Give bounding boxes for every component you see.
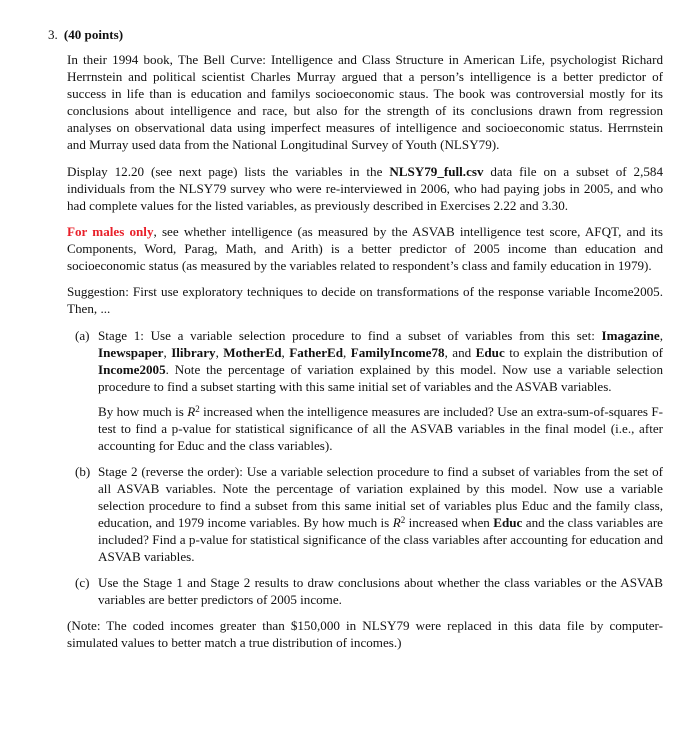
r-squared-exponent: 2 xyxy=(400,515,406,525)
part-a xyxy=(67,327,663,454)
males-only-paragraph: For males only, see whether intelligence (as measured by the ASVAB intelligence test score, AFQT, and its Components, Word, Parag, Math, and Arith) is a better predictor of 2005 income than education and socioeconomic status (as measured by the variables related to respondent’s class and family education in 1979). xyxy=(67,224,663,273)
display-paragraph: Display 12.20 (see next page) lists the variables in the NLSY79_full.csv data file on a subset of 2,584 individuals from the NLSY79 survey who were re-interviewed in 2006, who had paying jobs in 2005, and who had complete values for the listed variables, as previously described in Exercises 2.22 and 3.30. xyxy=(67,164,664,213)
problem-number: 3. xyxy=(48,27,58,42)
data-file-name: NLSY79_full.csv xyxy=(389,164,484,179)
part-a-marker: (a) xyxy=(75,328,90,343)
var-income2005: Income2005 xyxy=(98,362,166,377)
suggestion-paragraph: Suggestion: First use exploratory techniques to decide on transformations of the response variable Income2005. Then, ... xyxy=(67,284,663,316)
part-b-marker: (b) xyxy=(75,464,91,479)
var-imagazine: Imagazine xyxy=(601,328,660,343)
var-inewspaper: Inewspaper xyxy=(98,345,164,360)
var-educ: Educ xyxy=(493,515,523,530)
part-c xyxy=(67,574,663,608)
males-only-highlight: For males only xyxy=(67,224,154,239)
intro-paragraph: In their 1994 book, The Bell Curve: Intelligence and Class Structure in American Life, psychologist Richard Herrnstein and political scientist Charles Murray argued that a person’s intelligence is a better predictor of success in life than is education and familys socioeconomic staus. The book was controversial mostly for its conclusions about intelligence and race, but also for the strength of its conclusions drawn from regression analyses on observational data using imperfect measures of intelligence and socioeconomic status. Herrnstein and Murray used data from the National Longitudinal Survey of Youth (NLSY79). xyxy=(67,52,663,152)
var-fathered: FatherEd xyxy=(289,345,344,360)
part-c-marker: (c) xyxy=(75,575,90,590)
part-a-stage1: Stage 1: Use a variable selection procedure to find a subset of variables from this set: Imagazine, Inewspaper, Ilibrary, MotherEd, FatherEd, FamilyIncome78, and Educ to explain the distribution of Income2005. Note the percentage of variation explained by this model. Now use a variable selection procedure to find a subset starting with this same initial set of variables and the ASVAB variables. xyxy=(98,328,663,394)
var-familyincome78: FamilyIncome78 xyxy=(350,345,445,360)
part-b-stage2: Stage 2 (reverse the order): Use a variable selection procedure to find a subset of variables from the set of all ASVAB variables. Note the percentage of variation explained by this model. Now use a variable selection procedure to find a subset from this same initial set of variables plus Educ and the family class, education, and 1979 income variables. By how much is $R^2$ increased when Educ and the class variables are included? Find a p-value for statistical significance of the class variables after accounting for education and ASVAB variables. xyxy=(98,464,663,564)
r-squared-exponent: 2 xyxy=(195,404,200,414)
note-paragraph: (Note: The coded incomes greater than $150,000 in NLSY79 were replaced in this data file by computer-simulated values to better match a true distribution of incomes.) xyxy=(67,618,663,650)
var-ilibrary: Ilibrary xyxy=(171,345,216,360)
r-symbol: R xyxy=(392,515,401,530)
part-b xyxy=(67,463,663,565)
problem-heading xyxy=(48,26,123,43)
question-parts xyxy=(67,327,663,608)
part-a-question: By how much is $R^2$ increased when the intelligence measures are included? Use an extra-sum-of-squares F-test to find a p-value for statistical significance of all the ASVAB variables in the final model (i.e., after accounting for Educ and the class variables). xyxy=(98,404,664,453)
problem-body xyxy=(67,51,663,661)
r-symbol: R xyxy=(187,404,196,419)
var-mothered: MotherEd xyxy=(223,345,282,360)
problem-points: (40 points) xyxy=(63,27,124,42)
var-educ: Educ xyxy=(475,345,505,360)
part-c-text: Use the Stage 1 and Stage 2 results to draw conclusions about whether the class variables or the ASVAB variables are better predictors of 2005 income. xyxy=(98,575,663,607)
